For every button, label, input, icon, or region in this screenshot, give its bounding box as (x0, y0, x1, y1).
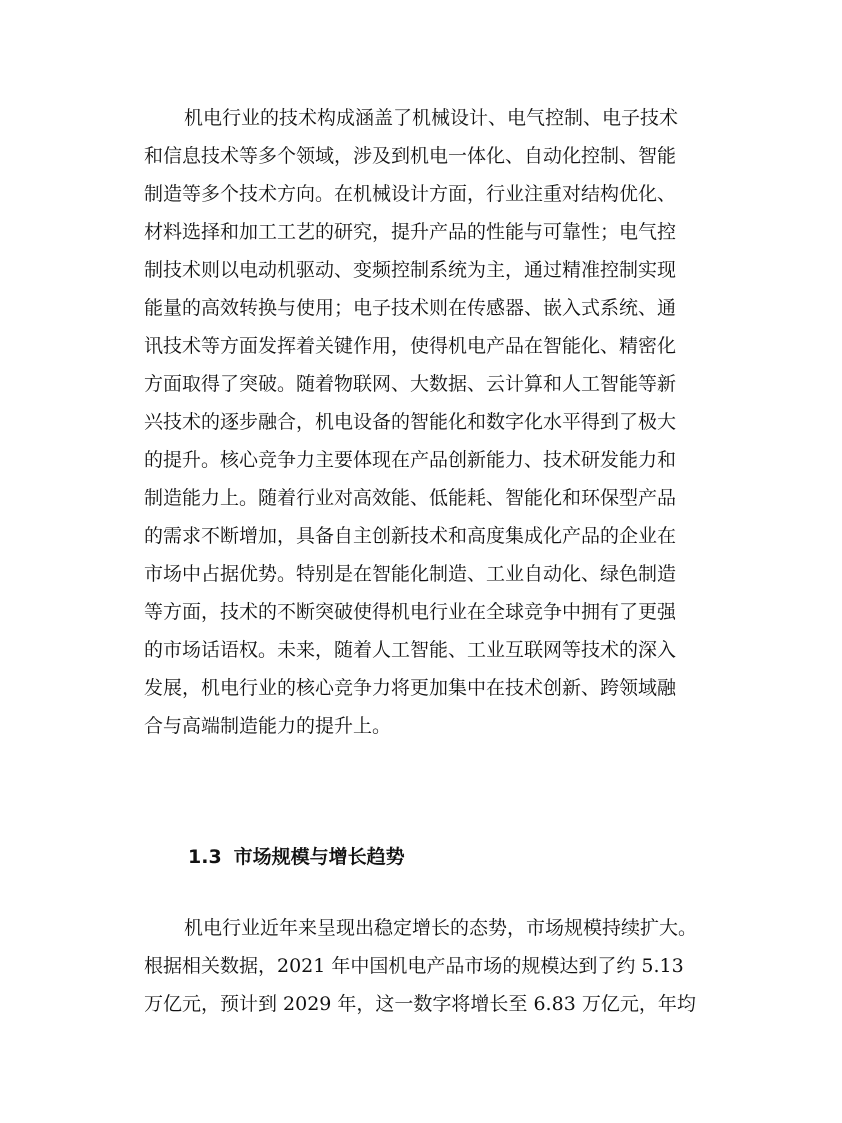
section-heading (188, 838, 405, 876)
paragraph-line: 方面取得了突破。随着物联网、大数据、云计算和人工智能等新 (144, 373, 677, 395)
section-title: 市场规模与增长趋势 (233, 846, 405, 868)
paragraph-line: 市场中占据优势。特别是在智能化制造、工业自动化、绿色制造 (144, 563, 677, 585)
paragraph-line: 合与高端制造能力的提升上。 (144, 715, 392, 737)
paragraph-line: 根据相关数据，2021 年中国机电产品市场的规模达到了约 5.13 (144, 955, 684, 977)
paragraph-line: 制造能力上。随着行业对高效能、低能耗、智能化和环保型产品 (144, 487, 677, 509)
paragraph-line: 万亿元，预计到 2029 年，这一数字将增长至 6.83 万亿元，年均 (144, 993, 696, 1015)
section-number: 1.3 (188, 846, 222, 868)
paragraph-line: 的需求不断增加，具备自主创新技术和高度集成化产品的企业在 (144, 525, 677, 547)
paragraph-line: 机电行业近年来呈现出稳定增长的态势，市场规模持续扩大。 (184, 917, 698, 939)
paragraph-line: 兴技术的逐步融合，机电设备的智能化和数字化水平得到了极大 (144, 411, 677, 433)
paragraph-line: 的市场话语权。未来，随着人工智能、工业互联网等技术的深入 (144, 639, 677, 661)
paragraph-line: 讯技术等方面发挥着关键作用，使得机电产品在智能化、精密化 (144, 335, 677, 357)
paragraph-line: 机电行业的技术构成涵盖了机械设计、电气控制、电子技术 (184, 107, 679, 129)
paragraph-market-size (144, 909, 714, 1023)
paragraph-line: 的提升。核心竞争力主要体现在产品创新能力、技术研发能力和 (144, 449, 677, 471)
paragraph-line: 材料选择和加工工艺的研究，提升产品的性能与可靠性；电气控 (144, 221, 677, 243)
paragraph-tech-composition (144, 99, 714, 745)
paragraph-line: 发展，机电行业的核心竞争力将更加集中在技术创新、跨领域融 (144, 677, 677, 699)
paragraph-line: 和信息技术等多个领域，涉及到机电一体化、自动化控制、智能 (144, 145, 677, 167)
paragraph-line: 等方面，技术的不断突破使得机电行业在全球竞争中拥有了更强 (144, 601, 677, 623)
paragraph-line: 能量的高效转换与使用；电子技术则在传感器、嵌入式系统、通 (144, 297, 677, 319)
paragraph-line: 制造等多个技术方向。在机械设计方面，行业注重对结构优化、 (144, 183, 677, 205)
paragraph-line: 制技术则以电动机驱动、变频控制系统为主，通过精准控制实现 (144, 259, 677, 281)
